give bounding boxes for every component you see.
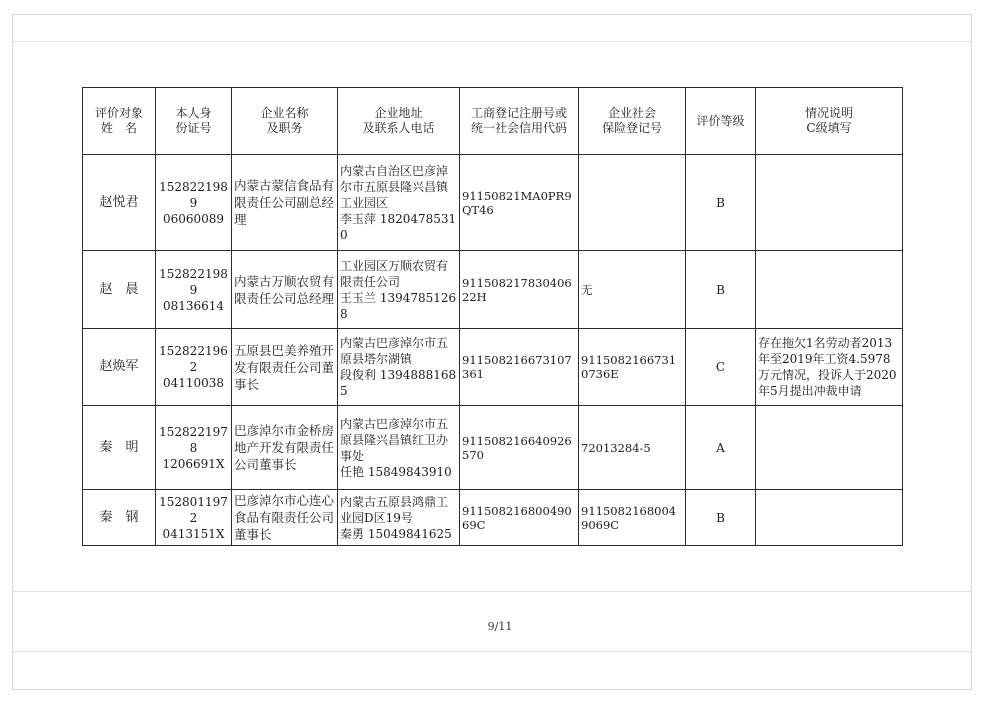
header-name: 评价对象 姓 名 (83, 88, 156, 155)
cell-name: 赵焕军 (83, 329, 156, 406)
cell-name: 赵悦君 (83, 155, 156, 251)
cell-company: 内蒙古蒙信食品有限责任公司副总经理 (232, 155, 338, 251)
cell-address: 内蒙古自治区巴彦淖尔市五原县隆兴昌镇工业园区 李玉萍 18204785310 (338, 155, 460, 251)
cell-registration: 91150821MA0PR9QT46 (460, 155, 579, 251)
cell-company: 巴彦淖尔市心连心食品有限责任公司董事长 (232, 490, 338, 546)
cell-note (756, 490, 903, 546)
scan-line (12, 41, 972, 42)
cell-name: 秦 明 (83, 406, 156, 490)
cell-address: 内蒙古巴彦淖尔市五原县塔尔湖镇 段俊利 13948881685 (338, 329, 460, 406)
cell-address: 内蒙古五原县鸿鼎工业园D区19号 秦勇 15049841625 (338, 490, 460, 546)
cell-name: 秦 钢 (83, 490, 156, 546)
cell-registration: 911508216673107361 (460, 329, 579, 406)
header-registration: 工商登记注册号或 统一社会信用代码 (460, 88, 579, 155)
cell-address: 内蒙古巴彦淖尔市五原县隆兴昌镇红卫办事处 任艳 15849843910 (338, 406, 460, 490)
table-row (83, 406, 903, 490)
cell-registration: 911508216640926570 (460, 406, 579, 490)
table-row (83, 490, 903, 546)
header-grade: 评价等级 (686, 88, 756, 155)
table-row (83, 329, 903, 406)
cell-grade: C (686, 329, 756, 406)
cell-insurance: 91150821680049069C (579, 490, 686, 546)
cell-grade: A (686, 406, 756, 490)
table-row (83, 155, 903, 251)
table-header-row (83, 88, 903, 155)
cell-id: 1528221989 06060089 (156, 155, 232, 251)
page-number: 9/11 (487, 620, 513, 633)
cell-address: 工业园区万顺农贸有限责任公司 王玉兰 13947851268 (338, 251, 460, 329)
header-note: 情况说明 C级填写 (756, 88, 903, 155)
header-id: 本人身 份证号 (156, 88, 232, 155)
cell-id: 1528221962 04110038 (156, 329, 232, 406)
scan-line (12, 651, 972, 652)
cell-company: 内蒙古万顺农贸有限责任公司总经理 (232, 251, 338, 329)
cell-grade: B (686, 155, 756, 251)
table-row (83, 251, 903, 329)
cell-registration: 91150821783040622H (460, 251, 579, 329)
cell-note: 存在拖欠1名劳动者2013年至2019年工资4.5978万元情况，投诉人于2020年5月提出冲裁申请 (756, 329, 903, 406)
cell-note (756, 155, 903, 251)
cell-insurance: 91150821667310736E (579, 329, 686, 406)
cell-insurance: 72013284-5 (579, 406, 686, 490)
cell-insurance (579, 155, 686, 251)
cell-id: 1528221989 08136614 (156, 251, 232, 329)
cell-id: 1528011972 0413151X (156, 490, 232, 546)
cell-note (756, 406, 903, 490)
cell-insurance: 无 (579, 251, 686, 329)
cell-registration: 91150821680049069C (460, 490, 579, 546)
cell-company: 巴彦淖尔市金桥房地产开发有限责任公司董事长 (232, 406, 338, 490)
cell-company: 五原县巴美养殖开发有限责任公司董事长 (232, 329, 338, 406)
header-company: 企业名称 及职务 (232, 88, 338, 155)
header-address: 企业地址 及联系人电话 (338, 88, 460, 155)
cell-grade: B (686, 251, 756, 329)
cell-id: 1528221978 1206691X (156, 406, 232, 490)
cell-note (756, 251, 903, 329)
header-insurance: 企业社会 保险登记号 (579, 88, 686, 155)
cell-name: 赵 晨 (83, 251, 156, 329)
cell-grade: B (686, 490, 756, 546)
evaluation-table (82, 87, 903, 546)
scan-line (12, 591, 972, 592)
